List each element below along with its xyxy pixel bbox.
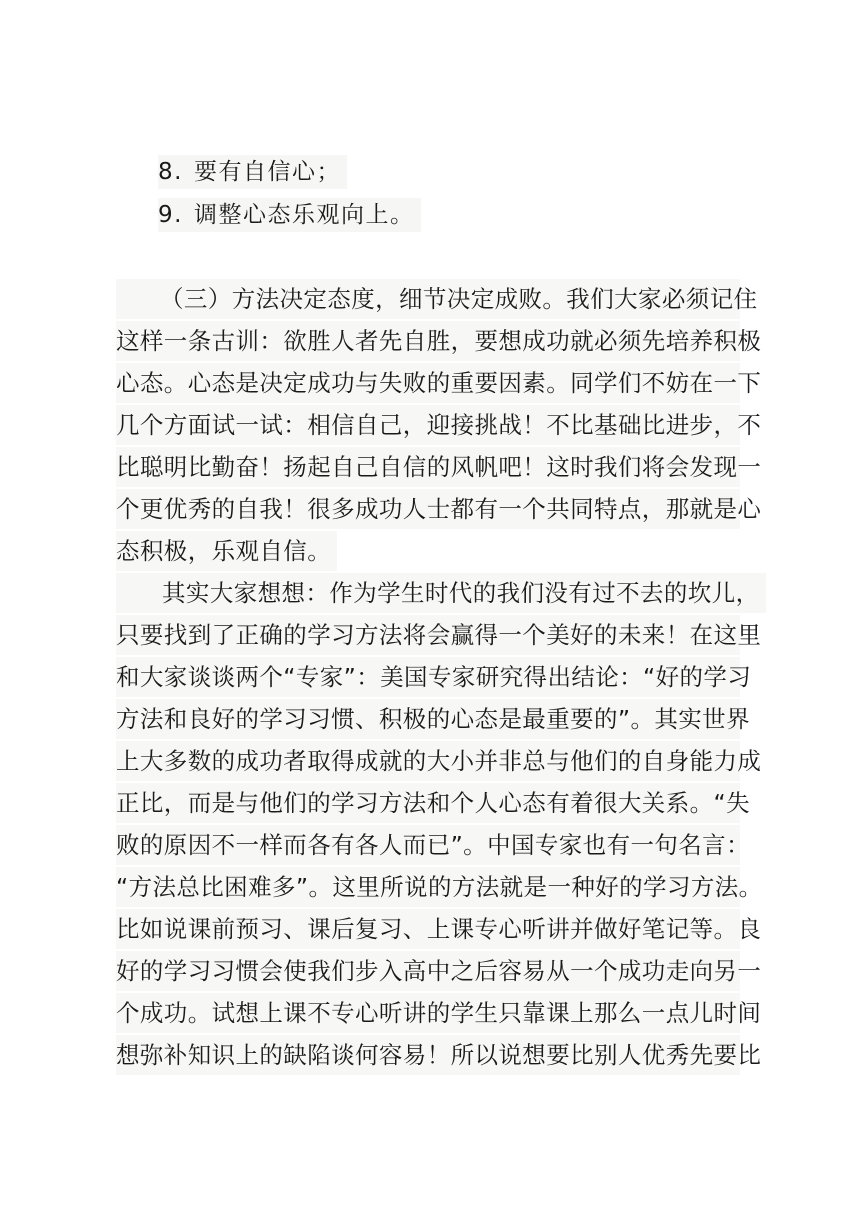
paragraph-line: 败的原因不一样而各有各人而已”。中国专家也有一句名言： <box>116 825 740 865</box>
paragraph-line: 好的学习习惯会使我们步入高中之后容易从一个成功走向另一 <box>116 951 740 991</box>
list-item-8 <box>158 155 347 189</box>
paragraph-line: 正比，而是与他们的学习方法和个人心态有着很大关系。“失 <box>116 783 740 823</box>
list-number: 8. <box>158 159 183 185</box>
list-number: 9. <box>158 202 183 228</box>
paragraph-line: 心态。心态是决定成功与失败的重要因素。同学们不妨在一下 <box>116 363 740 403</box>
paragraph-line: 上大多数的成功者取得成就的大小并非总与他们的自身能力成 <box>116 741 740 781</box>
paragraph-method-attitude <box>116 279 762 573</box>
paragraph-line: 比如说课前预习、课后复习、上课专心听讲并做好笔记等。良 <box>116 909 740 949</box>
paragraph-line: 和大家谈谈两个“专家”：美国专家研究得出结论：“好的学习 <box>116 657 740 697</box>
list-text: 要有自信心； <box>194 159 341 185</box>
paragraph-line: 个更优秀的自我！很多成功人士都有一个共同特点，那就是心 <box>116 489 740 529</box>
paragraph-line: 态积极，乐观自信。 <box>116 531 337 571</box>
paragraph-line: 其实大家想想：作为学生时代的我们没有过不去的坎儿， <box>116 573 766 613</box>
paragraph-line: 个成功。试想上课不专心听讲的学生只靠课上那么一点儿时间 <box>116 993 740 1033</box>
paragraph-line: 方法和良好的学习习惯、积极的心态是最重要的”。其实世界 <box>116 699 740 739</box>
paragraph-line: 只要找到了正确的学习方法将会赢得一个美好的未来！在这里 <box>116 615 740 655</box>
paragraph-line: 比聪明比勤奋！扬起自己自信的风帆吧！这时我们将会发现一 <box>116 447 740 487</box>
paragraph-line: “方法总比困难多”。这里所说的方法就是一种好的学习方法。 <box>116 867 740 907</box>
paragraph-study-method <box>116 573 763 1077</box>
paragraph-line: 几个方面试一试：相信自己，迎接挑战！不比基础比进步，不 <box>116 405 740 445</box>
paragraph-line: 想弥补知识上的缺陷谈何容易！所以说想要比别人优秀先要比 <box>116 1035 740 1075</box>
list-text: 调整心态乐观向上。 <box>194 202 415 228</box>
paragraph-line: （三）方法决定态度，细节决定成败。我们大家必须记住 <box>116 279 740 319</box>
list-item-9 <box>158 198 421 232</box>
paragraph-line: 这样一条古训：欲胜人者先自胜，要想成功就必须先培养积极 <box>116 321 740 361</box>
